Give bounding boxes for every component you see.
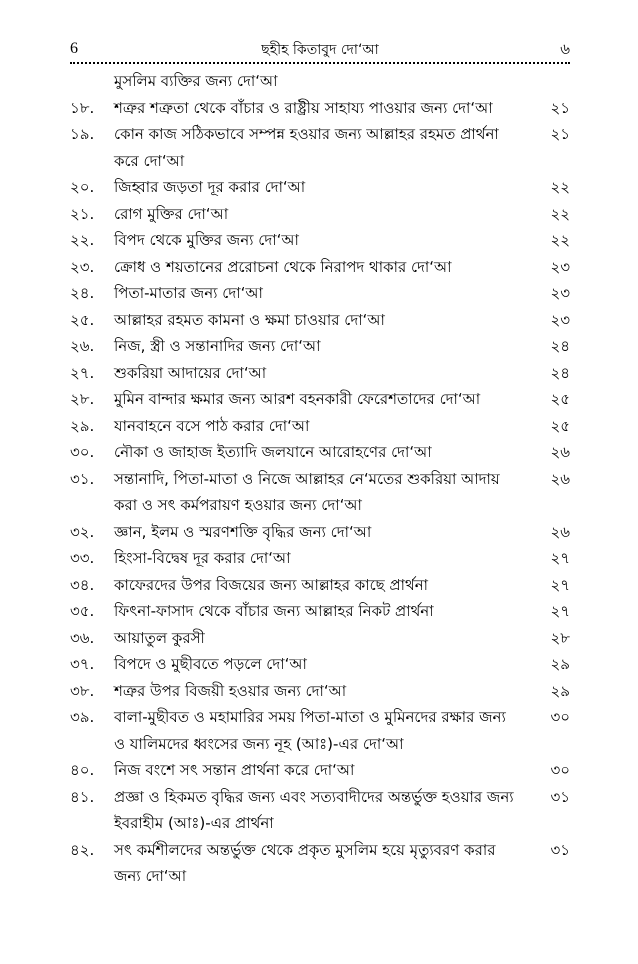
toc-entry — [70, 651, 570, 678]
entry-title: বিপদে ও মুছীবতে পড়লে দো‘আ — [114, 655, 307, 673]
entry-page: ২২ — [550, 231, 570, 249]
entry-number: ৩০. — [70, 443, 95, 461]
entry-number: ৪০. — [70, 761, 95, 779]
entry-page: ২৪ — [550, 363, 570, 382]
entry-page: ২১ — [550, 125, 570, 143]
toc-entry — [70, 174, 570, 201]
entry-number: ৩৫. — [70, 602, 95, 620]
entry-page: ২৮ — [550, 628, 570, 647]
entry-title: বিপদ থেকে মুক্তির জন্য দো‘আ — [114, 231, 299, 249]
toc-list — [70, 68, 570, 890]
entry-page: ৩০ — [550, 708, 570, 726]
entry-title: আল্লাহর রহমত কামনা ও ক্ষমা চাওয়ার দো‘আ — [114, 310, 385, 329]
entry-title: কোন কাজ সঠিকভাবে সম্পন্ন হওয়ার জন্য আল্লাহর রহমত প্রার্থনা করে দো‘আ — [114, 125, 499, 170]
entry-title: রোগ মুক্তির দো‘আ — [114, 204, 229, 223]
toc-entry — [70, 413, 570, 440]
entry-number: ২১. — [70, 204, 95, 223]
toc-entry — [70, 519, 570, 546]
entry-number: ২০. — [70, 178, 95, 196]
entry-title: ক্রোধ ও শয়তানের প্ররোচনা থেকে নিরাপদ থাকার দো‘আ — [114, 257, 452, 276]
entry-number: ৩৭. — [70, 655, 95, 673]
header-divider — [70, 62, 570, 64]
toc-entry — [70, 360, 570, 387]
entry-title: শুকরিয়া আদায়ের দো‘আ — [114, 363, 267, 382]
entry-page: ২৭ — [550, 549, 570, 567]
toc-entry — [70, 625, 570, 652]
entry-page: ৩১ — [550, 787, 570, 806]
entry-title: যানবাহনে বসে পাঠ করার দো‘আ — [114, 416, 310, 435]
page-number-latin: 6 — [70, 40, 78, 57]
entry-number: ১৯. — [70, 125, 95, 143]
entry-title: নিজ বংশে সৎ সন্তান প্রার্থনা করে দো‘আ — [114, 761, 355, 779]
entry-page: ২৩ — [550, 284, 570, 302]
entry-number: ২৬. — [70, 337, 95, 355]
toc-entry — [70, 439, 570, 466]
entry-title: জ্ঞান, ইলম ও স্মরণশক্তি বৃদ্ধির জন্য দো‘আ — [114, 522, 372, 541]
entry-page: ৩০ — [550, 761, 570, 779]
entry-page: ২৯ — [550, 681, 570, 700]
entry-page: ২৬ — [550, 443, 570, 461]
toc-entry — [70, 545, 570, 572]
entry-page: ২৫ — [550, 416, 570, 435]
entry-page: ৩১ — [550, 840, 570, 859]
toc-entry — [70, 837, 570, 890]
entry-number: ৩৩. — [70, 549, 95, 567]
entry-title: মুসলিম ব্যক্তির জন্য দো‘আ — [114, 72, 278, 90]
entry-title: শত্রুর শত্রুতা থেকে বাঁচার ও রাষ্ট্রীয় সাহায্য পাওয়ার জন্য দো‘আ — [114, 98, 493, 117]
entry-title: নৌকা ও জাহাজ ইত্যাদি জলযানে আরোহণের দো‘আ — [114, 443, 432, 461]
entry-page: ২৯ — [550, 655, 570, 673]
entry-page: ২৬ — [550, 522, 570, 541]
entry-page: ২৭ — [550, 575, 570, 594]
toc-entry — [70, 678, 570, 705]
toc-entry — [70, 254, 570, 281]
entry-page: ২২ — [550, 178, 570, 196]
running-title: ছহীহ কিতাবুদ দো‘আ — [261, 42, 379, 58]
entry-title: হিংসা-বিদ্বেষ দূর করার দো‘আ — [114, 549, 291, 567]
entry-page: ২৭ — [550, 602, 570, 620]
toc-entry — [70, 598, 570, 625]
entry-number: ২৩. — [70, 257, 95, 276]
entry-number: ৩৪. — [70, 575, 95, 594]
entry-number: ৩২. — [70, 522, 95, 541]
entry-title: বালা-মুছীবত ও মহামারির সময় পিতা-মাতা ও মুমিনদের রক্ষার জন্য ও যালিমদের ধ্বংসের জন্য নূহ (আঃ)-এর দো‘আ — [114, 708, 506, 753]
entry-number: ১৮. — [70, 98, 95, 117]
entry-number: ৩১. — [70, 469, 95, 488]
toc-entry — [70, 201, 570, 228]
toc-entry — [70, 68, 570, 95]
entry-number: ২৪. — [70, 284, 95, 302]
page-number-bengali: ৬ — [560, 40, 570, 58]
toc-entry — [70, 466, 570, 519]
toc-entry — [70, 121, 570, 174]
entry-number: ৪১. — [70, 787, 95, 806]
entry-number: ২৯. — [70, 416, 95, 435]
entry-page: ২৪ — [550, 337, 570, 355]
entry-number: ৩৮. — [70, 681, 95, 700]
entry-title: প্রজ্ঞা ও হিকমত বৃদ্ধির জন্য এবং সত্যবাদীদের অন্তর্ভুক্ত হওয়ার জন্য ইবরাহীম (আঃ)-এর প্রার্থনা — [114, 787, 514, 832]
entry-page: ২২ — [550, 204, 570, 223]
entry-page: ২১ — [550, 98, 570, 117]
entry-number: ২২. — [70, 231, 95, 249]
page-header — [70, 36, 570, 62]
entry-title: সন্তানাদি, পিতা-মাতা ও নিজে আল্লাহর নে‘মতের শুকরিয়া আদায় করা ও সৎ কর্মপরায়ণ হওয়ার জন্য দো‘আ — [114, 469, 500, 514]
toc-entry — [70, 704, 570, 757]
toc-entry — [70, 333, 570, 360]
entry-number: ২৫. — [70, 310, 95, 329]
entry-title: পিতা-মাতার জন্য দো‘আ — [114, 284, 263, 302]
entry-page: ২৩ — [550, 310, 570, 329]
entry-title: শত্রুর উপর বিজয়ী হওয়ার জন্য দো‘আ — [114, 681, 347, 700]
entry-title: মুমিন বান্দার ক্ষমার জন্য আরশ বহনকারী ফেরেশতাদের দো‘আ — [114, 390, 481, 408]
entry-page: ২৫ — [550, 390, 570, 408]
toc-entry — [70, 757, 570, 784]
entry-page: ২৩ — [550, 257, 570, 276]
toc-entry — [70, 280, 570, 307]
entry-title: নিজ, স্ত্রী ও সন্তানাদির জন্য দো‘আ — [114, 337, 321, 355]
entry-title: কাফেরদের উপর বিজয়ের জন্য আল্লাহর কাছে প্রার্থনা — [114, 575, 429, 594]
toc-entry — [70, 307, 570, 334]
toc-entry — [70, 784, 570, 837]
entry-title: সৎ কর্মশীলদের অন্তর্ভুক্ত থেকে প্রকৃত মুসলিম হয়ে মৃত্যুবরণ করার জন্য দো‘আ — [114, 840, 496, 885]
toc-entry — [70, 227, 570, 254]
entry-number: ৪২. — [70, 840, 95, 859]
entry-title: ফিৎনা-ফাসাদ থেকে বাঁচার জন্য আল্লাহর নিকট প্রার্থনা — [114, 602, 434, 620]
entry-page: ২৬ — [550, 469, 570, 488]
entry-number: ২৭. — [70, 363, 95, 382]
entry-number: ৩৬. — [70, 628, 95, 647]
toc-entry — [70, 386, 570, 413]
toc-entry — [70, 572, 570, 599]
entry-title: জিহ্বার জড়তা দূর করার দো‘আ — [114, 178, 306, 196]
entry-number: ৩৯. — [70, 708, 95, 726]
entry-title: আয়াতুল কুরসী — [114, 628, 205, 647]
toc-entry — [70, 95, 570, 122]
entry-number: ২৮. — [70, 390, 95, 408]
